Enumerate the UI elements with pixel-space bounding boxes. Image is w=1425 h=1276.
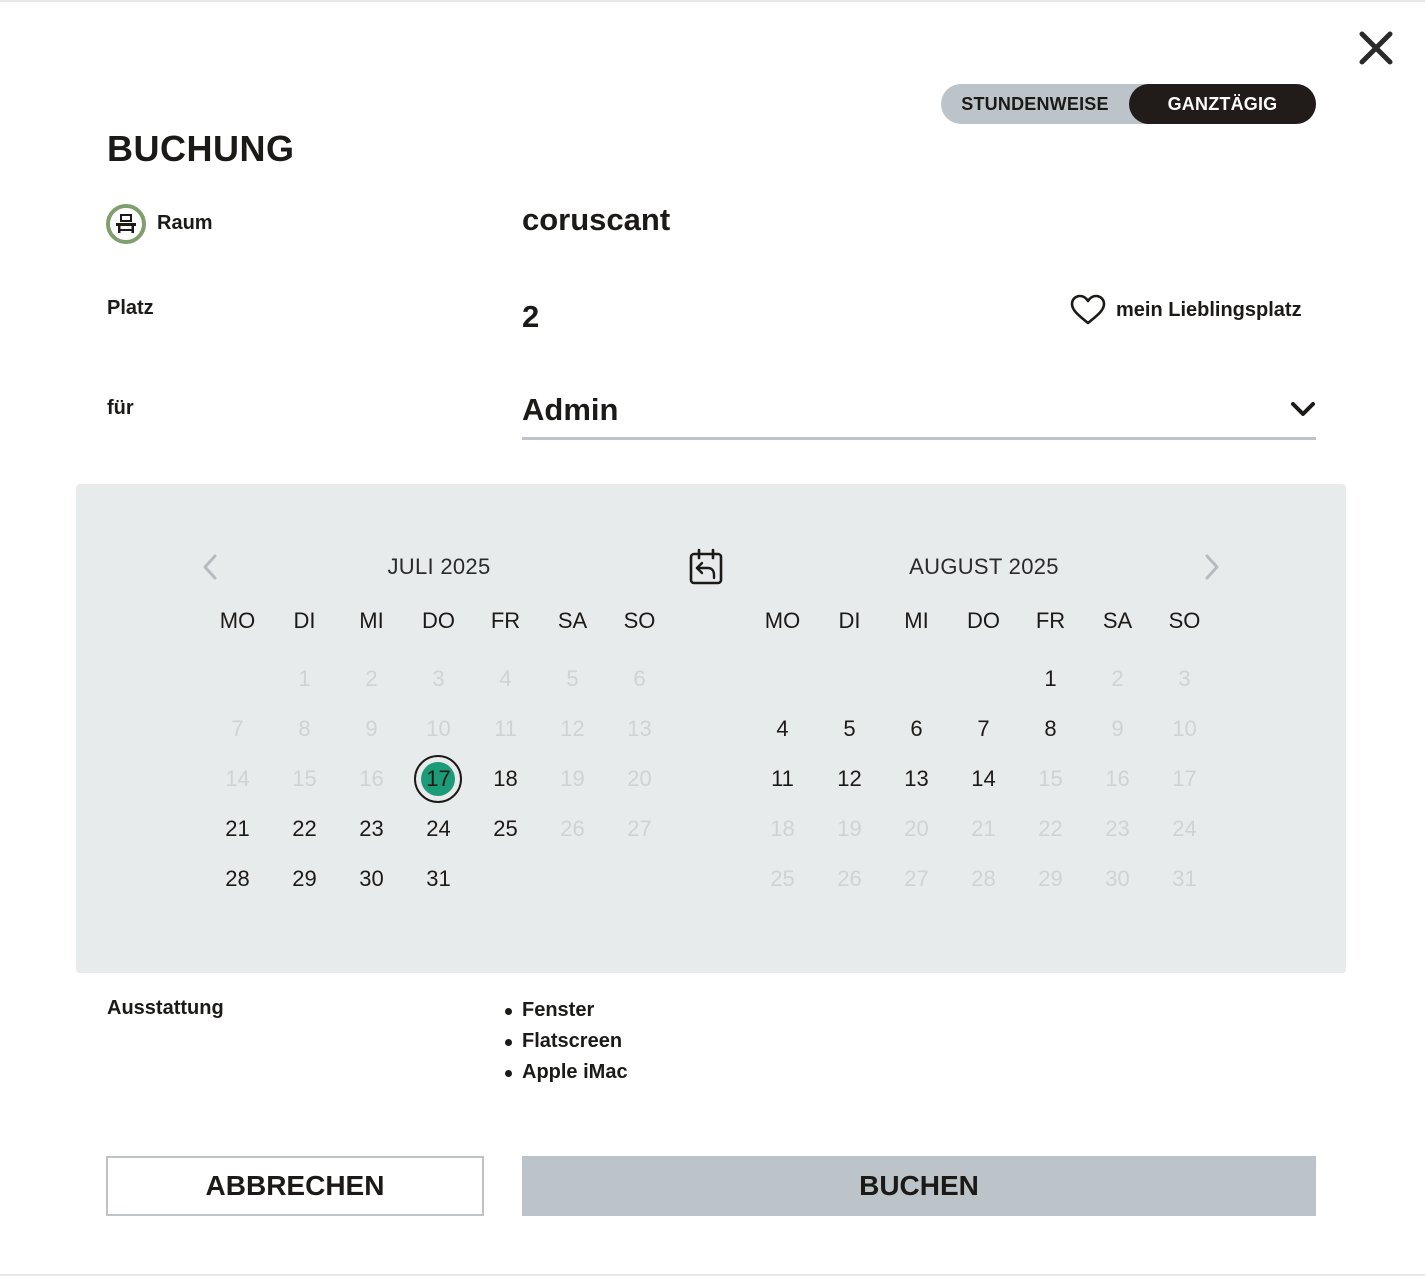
day-cell[interactable]: 28 xyxy=(225,866,250,891)
day-cell: 19 xyxy=(560,766,585,791)
chevron-down-icon xyxy=(1290,398,1316,420)
weekday-label: MI xyxy=(904,608,929,633)
day-cell[interactable]: 25 xyxy=(493,816,518,841)
day-cell: 27 xyxy=(627,816,652,841)
day-cell: 20 xyxy=(904,816,929,841)
day-cell: 10 xyxy=(1172,716,1197,741)
weekday-header xyxy=(204,604,674,638)
favorite-seat-button[interactable] xyxy=(1070,292,1316,328)
room-label: Raum xyxy=(157,212,213,234)
weekday-label: MI xyxy=(359,608,384,633)
day-cell: 2 xyxy=(1111,666,1124,691)
day-cell: 2 xyxy=(365,666,378,691)
day-grid xyxy=(749,654,1219,904)
day-cell[interactable]: 29 xyxy=(292,866,317,891)
weekday-label: SA xyxy=(1102,608,1133,633)
day-cell[interactable]: 5 xyxy=(843,716,856,741)
day-cell[interactable]: 21 xyxy=(225,816,250,841)
month-july xyxy=(204,550,674,904)
day-cell: 31 xyxy=(1172,866,1197,891)
equipment-label: Ausstattung xyxy=(107,997,224,1019)
day-cell[interactable]: 11 xyxy=(771,766,794,791)
day-cell: 10 xyxy=(426,716,451,741)
page-title: BUCHUNG xyxy=(107,128,295,169)
day-cell: 3 xyxy=(1178,666,1191,691)
day-cell[interactable]: 6 xyxy=(910,716,923,741)
list-item: Fenster xyxy=(504,995,628,1026)
day-cell: 9 xyxy=(1111,716,1124,741)
book-button[interactable]: BUCHEN xyxy=(522,1156,1316,1216)
day-number: 17 xyxy=(426,766,451,791)
weekday-label: FR xyxy=(1035,608,1066,633)
close-icon[interactable] xyxy=(1356,28,1396,68)
weekday-label: SA xyxy=(557,608,588,633)
weekday-label: MO xyxy=(219,608,256,633)
day-cell[interactable]: 8 xyxy=(1044,716,1057,741)
day-cell[interactable]: 31 xyxy=(426,866,451,891)
day-cell: 11 xyxy=(494,716,517,741)
day-cell: 22 xyxy=(1038,816,1063,841)
list-item: Apple iMac xyxy=(504,1057,628,1088)
booking-mode-toggle xyxy=(941,84,1316,124)
day-cell: 15 xyxy=(292,766,317,791)
day-cell[interactable]: 24 xyxy=(426,816,451,841)
weekday-label: DO xyxy=(422,608,455,633)
heart-icon xyxy=(1070,294,1106,326)
day-cell: 16 xyxy=(1105,766,1130,791)
day-cell: 20 xyxy=(627,766,652,791)
day-cell: 17 xyxy=(1172,766,1197,791)
day-cell[interactable]: 14 xyxy=(971,766,996,791)
weekday-label: SO xyxy=(623,608,656,633)
day-cell: 16 xyxy=(359,766,384,791)
day-cell[interactable]: 23 xyxy=(359,816,384,841)
day-cell[interactable]: 1 xyxy=(1044,666,1057,691)
desk-icon xyxy=(106,204,146,244)
day-cell: 28 xyxy=(971,866,996,891)
day-cell: 19 xyxy=(837,816,862,841)
day-cell[interactable]: 30 xyxy=(359,866,384,891)
day-cell: 30 xyxy=(1105,866,1130,891)
weekday-label: DI xyxy=(838,608,861,633)
day-cell: 15 xyxy=(1038,766,1063,791)
day-cell: 27 xyxy=(904,866,929,891)
day-cell: 13 xyxy=(627,716,652,741)
day-cell[interactable]: 13 xyxy=(904,766,929,791)
for-label: für xyxy=(107,397,134,419)
day-cell[interactable]: 7 xyxy=(977,716,990,741)
month-title: JULI 2025 xyxy=(387,554,491,579)
weekday-label: MO xyxy=(764,608,801,633)
room-value: coruscant xyxy=(522,202,671,237)
weekday-label: SO xyxy=(1168,608,1201,633)
favorite-label: mein Lieblingsplatz xyxy=(1116,298,1302,321)
day-grid xyxy=(204,654,674,904)
mode-hourly-option[interactable]: STUNDENWEISE xyxy=(961,93,1109,114)
day-cell[interactable]: 22 xyxy=(292,816,317,841)
calendar-panel xyxy=(76,484,1346,973)
mode-fullday-option[interactable]: GANZTÄGIG xyxy=(1129,84,1316,124)
day-cell: 1 xyxy=(298,666,311,691)
list-item: Flatscreen xyxy=(504,1026,628,1057)
day-cell: 18 xyxy=(770,816,795,841)
day-cell: 26 xyxy=(837,866,862,891)
weekday-label: FR xyxy=(490,608,521,633)
day-cell: 4 xyxy=(499,666,512,691)
day-cell: 8 xyxy=(298,716,311,741)
calendar-return-icon[interactable] xyxy=(688,548,724,586)
day-cell: 23 xyxy=(1105,816,1130,841)
user-select[interactable] xyxy=(522,386,1316,440)
weekday-header xyxy=(749,604,1219,638)
day-cell: 25 xyxy=(770,866,795,891)
day-cell: 14 xyxy=(225,766,250,791)
day-cell: 6 xyxy=(633,666,646,691)
day-cell-selected[interactable] xyxy=(405,754,472,804)
day-cell: 29 xyxy=(1038,866,1063,891)
day-cell[interactable]: 18 xyxy=(493,766,518,791)
day-cell: 12 xyxy=(560,716,585,741)
day-cell: 21 xyxy=(971,816,996,841)
day-cell: 26 xyxy=(560,816,585,841)
user-select-value: Admin xyxy=(522,392,619,427)
day-cell[interactable]: 4 xyxy=(776,716,789,741)
cancel-button[interactable]: ABBRECHEN xyxy=(106,1156,484,1216)
day-cell: 7 xyxy=(231,716,244,741)
day-cell: 3 xyxy=(432,666,445,691)
day-cell: 9 xyxy=(365,716,378,741)
day-cell: 5 xyxy=(566,666,579,691)
weekday-label: DO xyxy=(967,608,1000,633)
seat-label: Platz xyxy=(107,297,154,319)
month-august xyxy=(749,550,1219,904)
month-title: AUGUST 2025 xyxy=(909,554,1059,579)
day-cell: 24 xyxy=(1172,816,1197,841)
equipment-list xyxy=(504,995,628,1088)
day-cell[interactable]: 12 xyxy=(837,766,862,791)
weekday-label: DI xyxy=(293,608,316,633)
seat-value: 2 xyxy=(522,299,540,334)
